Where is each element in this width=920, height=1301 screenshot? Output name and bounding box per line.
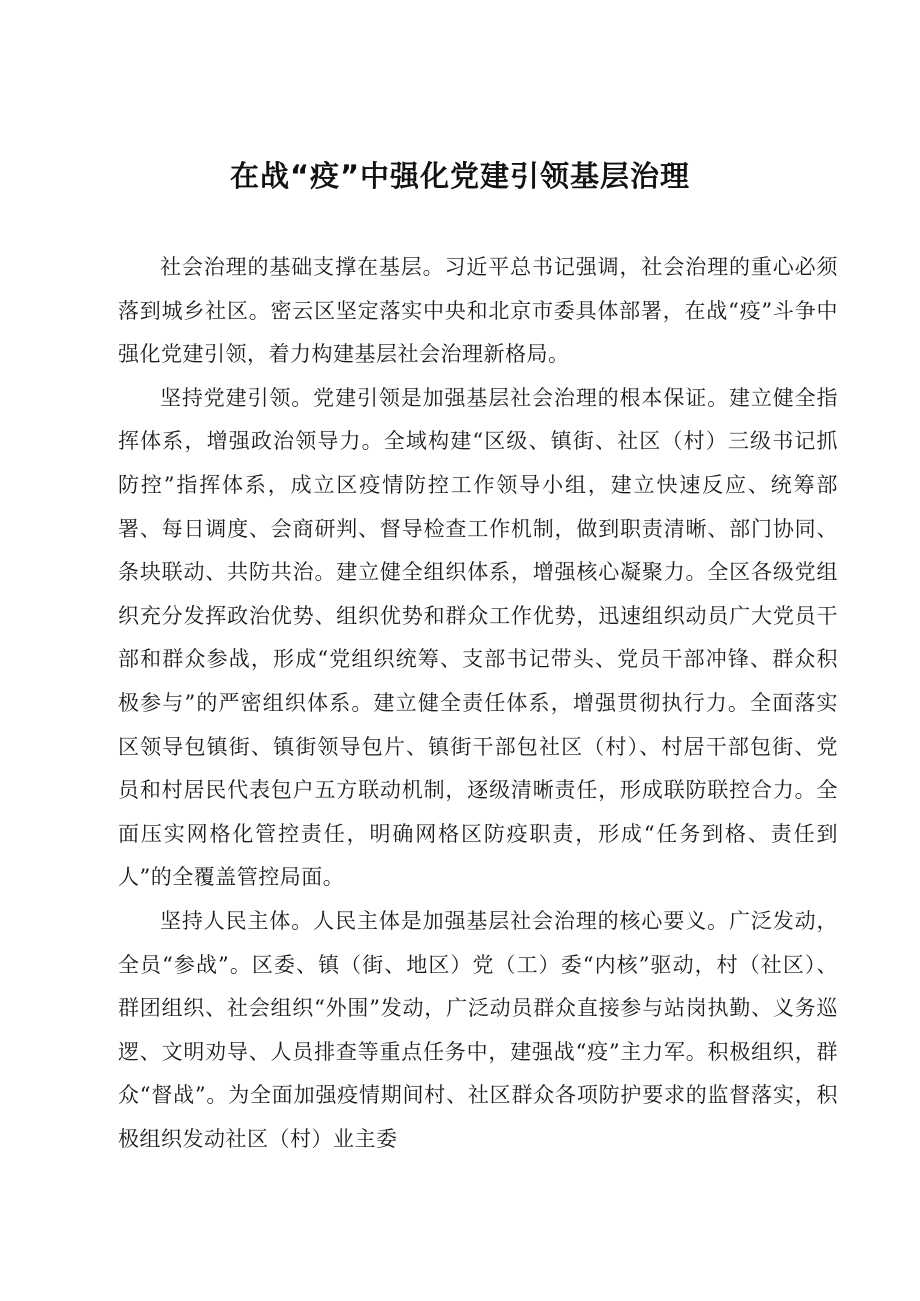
document-body: [118, 246, 838, 1161]
document-title: 在战“疫”中强化党建引领基层治理: [229, 159, 691, 193]
paragraph-people-centered: 坚持人民主体。人民主体是加强基层社会治理的核心要义。广泛发动，全员“参战”。区委、镇（街、地区）党（工）委“内核”驱动，村（社区）、群团组织、社会组织“外围”发动，广泛动员群众直接参与站岗执勤、义务巡逻、文明劝导、人员排查等重点任务中，建强战“疫”主力军。积极组织，群众“督战”。为全面加强疫情期间村、社区群众各项防护要求的监督落实，积极组织发动社区（村）业主委: [118, 908, 838, 1151]
paragraph-party-leadership: 坚持党建引领。党建引领是加强基层社会治理的根本保证。建立健全指挥体系，增强政治领导力。全域构建“区级、镇街、社区（村）三级书记抓防控”指挥体系，成立区疫情防控工作领导小组，建立快速反应、统筹部署、每日调度、会商研判、督导检查工作机制，做到职责清晰、部门协同、条块联动、共防共治。建立健全组织体系，增强核心凝聚力。全区各级党组织充分发挥政治优势、组织优势和群众工作优势，迅速组织动员广大党员干部和群众参战，形成“党组织统筹、支部书记带头、党员干部冲锋、群众积极参与”的严密组织体系。建立健全责任体系，增强贯彻执行力。全面落实区领导包镇街、镇街领导包片、镇街干部包社区（村）、村居干部包街、党员和村居民代表包户五方联动机制，逐级清晰责任，形成联防联控合力。全面压实网格化管控责任，明确网格区防疫职责，形成“任务到格、责任到人”的全覆盖管控局面。: [118, 385, 838, 890]
paragraph-intro: 社会治理的基础支撑在基层。习近平总书记强调，社会治理的重心必须落到城乡社区。密云区坚定落实中央和北京市委具体部署，在战“疫”斗争中强化党建引领，着力构建基层社会治理新格局。: [118, 255, 838, 367]
